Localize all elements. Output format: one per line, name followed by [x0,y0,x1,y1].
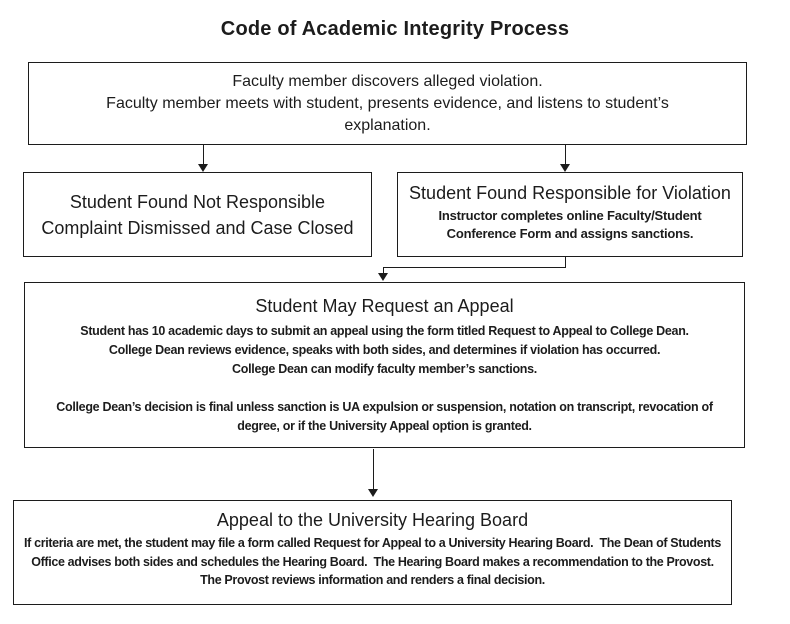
appeal-note: College Dean’s decision is final unless sanction is UA expulsion or suspension, notation on transcript, revocation of degree, or if the University Appeal option is granted. [56,400,716,433]
page-title: Code of Academic Integrity Process [220,18,570,40]
arrow-line [203,145,205,164]
hearing-box-body: If criteria are met, the student may file a form called Request for Appeal to a University Hearing Board. The Dean of Students Office advises both sides and schedules the Hearing Board. The Hearing Board makes a recommendation to the Provost. The Provost reviews information and renders a final decision. [24,536,725,587]
responsible-box [397,172,743,257]
hearing-box [13,500,732,605]
responsible-box-body: Instructor completes online Faculty/Student Conference Form and assigns sanctions. [438,208,702,241]
appeal-line-1: Student has 10 academic days to submit an appeal using the form titled Request to Appeal to College Dean. [80,324,689,338]
arrow-down-icon [560,164,570,172]
appeal-box-heading: Student May Request an Appeal [255,296,514,316]
connector-horizontal-segment [383,267,566,269]
arrow-line [373,449,375,490]
responsible-box-heading: Student Found Responsible for Violation [409,183,731,203]
arrow-line [565,145,567,164]
discovery-line-2: Faculty member meets with student, presents evidence, and listens to student’s explanation. [106,94,669,134]
arrow-down-icon [378,273,388,281]
appeal-box [24,282,745,448]
not-responsible-line-2: Complaint Dismissed and Case Closed [41,217,354,238]
arrow-down-icon [368,489,378,497]
discovery-line-1: Faculty member discovers alleged violation. [232,72,543,90]
not-responsible-line-1: Student Found Not Responsible [69,191,326,212]
appeal-line-3: College Dean can modify faculty member’s sanctions. [232,362,537,376]
arrow-down-icon [198,164,208,172]
appeal-line-2: College Dean reviews evidence, speaks with both sides, and determines if violation has occurred. [108,343,661,357]
hearing-box-heading: Appeal to the University Hearing Board [216,510,529,530]
discovery-box [28,62,747,145]
not-responsible-box [23,172,372,257]
